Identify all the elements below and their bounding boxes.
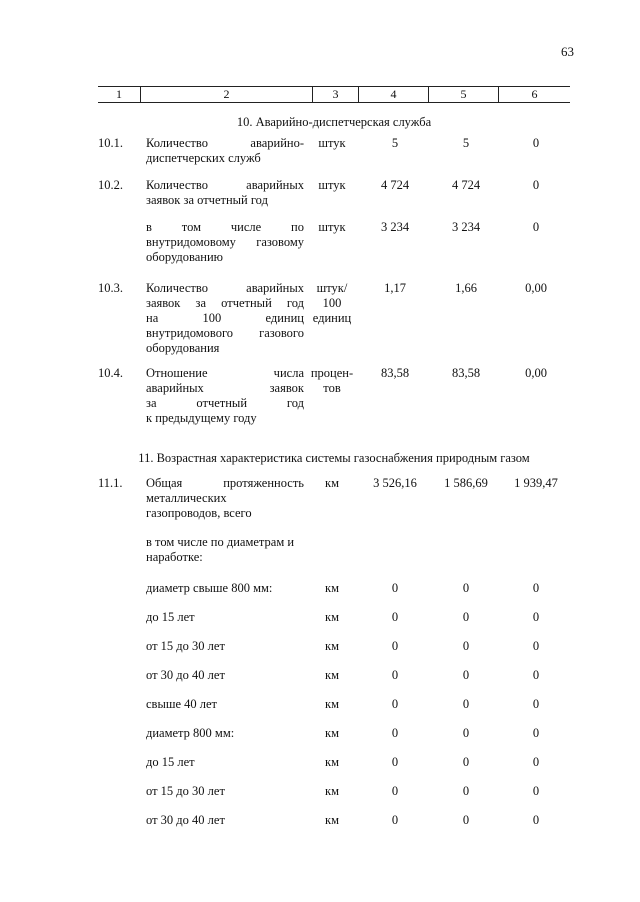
value-col-5: 1 586,69 <box>444 476 488 490</box>
value-col-6: 1 939,47 <box>514 476 558 490</box>
indicator-line: заявок за отчетный год <box>146 296 304 310</box>
row-indicator: диаметр 800 мм: <box>146 726 235 740</box>
value-col-6: 0 <box>532 639 540 653</box>
unit-line: единиц <box>312 311 352 325</box>
row-indicator: свыше 40 лет <box>146 697 218 711</box>
value-col-6: 0,00 <box>525 366 547 380</box>
row-unit <box>304 220 360 235</box>
indicator-line: газопроводов, всего <box>146 506 252 520</box>
value-col-5: 0 <box>462 581 470 595</box>
table-row <box>98 610 570 625</box>
value-col-4: 0 <box>391 697 399 711</box>
header-col-5: 5 <box>428 87 498 102</box>
value-col-4: 1,17 <box>384 281 406 295</box>
indicator-line: внутридомовому газовому <box>146 235 304 249</box>
indicator-line: диспетчерских служб <box>146 151 261 165</box>
value-col-6: 0 <box>532 220 540 234</box>
value-col-6: 0 <box>532 668 540 682</box>
table-row <box>98 281 570 356</box>
table-row <box>98 726 570 741</box>
value-col-6: 0 <box>532 136 540 150</box>
indicator-line: оборудованию <box>146 250 224 264</box>
value-col-4: 0 <box>391 581 399 595</box>
table-row <box>98 581 570 596</box>
indicator-line: на 100 единиц <box>146 311 304 325</box>
value-col-4: 0 <box>391 639 399 653</box>
row-unit: км <box>325 813 339 827</box>
row-indicator: от 30 до 40 лет <box>146 668 225 682</box>
indicator-line: Количество аварийных <box>146 281 304 295</box>
table-row <box>98 220 570 265</box>
row-unit: км <box>325 581 339 595</box>
row-unit: км <box>325 755 339 769</box>
row-number: 10.4. <box>98 366 123 380</box>
row-unit <box>304 136 360 151</box>
header-col-2: 2 <box>140 87 312 102</box>
row-indicator <box>146 178 304 208</box>
indicator-line: заявок за отчетный год <box>146 193 268 207</box>
value-col-4: 0 <box>391 668 399 682</box>
indicator-line: оборудования <box>146 341 220 355</box>
row-unit: км <box>325 784 339 798</box>
table-row <box>98 136 570 166</box>
indicator-line: металлических <box>146 491 227 505</box>
subheading-row <box>98 535 570 565</box>
unit-line: штук <box>318 220 346 234</box>
row-indicator: от 30 до 40 лет <box>146 813 225 827</box>
value-col-5: 0 <box>462 697 470 711</box>
table-row <box>98 366 570 426</box>
section-11-rows <box>98 476 570 828</box>
value-col-5: 0 <box>462 784 470 798</box>
row-unit <box>304 366 360 396</box>
value-col-6: 0 <box>532 581 540 595</box>
row-unit: км <box>325 476 339 490</box>
row-indicator: от 15 до 30 лет <box>146 639 225 653</box>
header-col-4: 4 <box>358 87 428 102</box>
value-col-6: 0 <box>532 697 540 711</box>
unit-line: штук <box>318 136 346 150</box>
row-indicator: диаметр свыше 800 мм: <box>146 581 273 595</box>
header-col-3: 3 <box>312 87 358 102</box>
section-10-rows <box>98 136 570 426</box>
row-unit: км <box>325 726 339 740</box>
row-number: 10.1. <box>98 136 123 150</box>
value-col-4: 3 234 <box>380 220 410 234</box>
table-row <box>98 668 570 683</box>
unit-line: тов <box>323 381 341 395</box>
subheading-text <box>146 535 316 565</box>
indicator-line: к предыдущему году <box>146 411 257 425</box>
row-indicator <box>146 220 304 265</box>
value-col-4: 0 <box>391 726 399 740</box>
value-col-5: 5 <box>462 136 470 150</box>
row-indicator <box>146 281 304 356</box>
row-indicator: до 15 лет <box>146 755 195 769</box>
indicator-line: Общая протяженность <box>146 476 304 490</box>
indicator-line: Отношение числа <box>146 366 304 380</box>
page-number: 63 <box>561 44 574 59</box>
header-col-1: 1 <box>116 87 122 101</box>
table-row <box>98 639 570 654</box>
value-col-5: 0 <box>462 726 470 740</box>
row-unit <box>304 178 360 193</box>
row-number: 10.3. <box>98 281 123 295</box>
value-col-5: 0 <box>462 813 470 827</box>
section-10-title: 10. Аварийно-диспетчерская служба <box>236 115 432 129</box>
header-col-6: 6 <box>498 87 570 102</box>
value-col-6: 0 <box>532 178 540 192</box>
table-body <box>98 108 570 828</box>
value-col-6: 0 <box>532 726 540 740</box>
value-col-4: 0 <box>391 784 399 798</box>
table-row <box>98 784 570 799</box>
row-number: 11.1. <box>98 476 123 490</box>
subheading-line: в том числе по диаметрам и <box>146 535 295 549</box>
section-11-title: 11. Возрастная характеристика системы газоснабжения природным газом <box>138 451 530 465</box>
value-col-6: 0,00 <box>525 281 547 295</box>
value-col-5: 1,66 <box>455 281 477 295</box>
unit-line: 100 <box>322 296 342 310</box>
indicator-line: в том числе по <box>146 220 304 234</box>
indicator-line: аварийных заявок <box>146 381 304 395</box>
value-col-5: 4 724 <box>451 178 481 192</box>
value-col-6: 0 <box>532 784 540 798</box>
value-col-4: 0 <box>391 755 399 769</box>
table-row <box>98 813 570 828</box>
row-unit: км <box>325 610 339 624</box>
row-unit <box>304 281 360 326</box>
table-row <box>98 178 570 208</box>
unit-line: штук/ <box>316 281 348 295</box>
value-col-6: 0 <box>532 813 540 827</box>
value-col-4: 5 <box>391 136 399 150</box>
value-col-5: 83,58 <box>451 366 481 380</box>
unit-line: штук <box>318 178 346 192</box>
value-col-5: 0 <box>462 610 470 624</box>
value-col-5: 0 <box>462 755 470 769</box>
row-unit: км <box>325 668 339 682</box>
indicator-line: за отчетный год <box>146 396 304 410</box>
value-col-6: 0 <box>532 755 540 769</box>
indicator-line: внутридомового газового <box>146 326 304 340</box>
table-row <box>98 697 570 712</box>
unit-line: процен- <box>310 366 354 380</box>
table-row <box>98 476 570 521</box>
table-header-row <box>98 86 570 103</box>
value-col-4: 3 526,16 <box>373 476 417 490</box>
row-indicator <box>146 476 304 521</box>
row-unit: км <box>325 697 339 711</box>
row-indicator <box>146 366 304 426</box>
value-col-4: 4 724 <box>380 178 410 192</box>
row-unit: км <box>325 639 339 653</box>
value-col-6: 0 <box>532 610 540 624</box>
indicator-line: Количество аварийно- <box>146 136 304 150</box>
value-col-5: 0 <box>462 668 470 682</box>
indicator-line: Количество аварийных <box>146 178 304 192</box>
row-indicator: до 15 лет <box>146 610 195 624</box>
table-row <box>98 755 570 770</box>
row-indicator <box>146 136 304 166</box>
value-col-4: 0 <box>391 610 399 624</box>
row-indicator: от 15 до 30 лет <box>146 784 225 798</box>
value-col-5: 0 <box>462 639 470 653</box>
row-number: 10.2. <box>98 178 123 192</box>
value-col-4: 0 <box>391 813 399 827</box>
value-col-5: 3 234 <box>451 220 481 234</box>
subheading-line: наработке: <box>146 550 203 564</box>
value-col-4: 83,58 <box>380 366 410 380</box>
